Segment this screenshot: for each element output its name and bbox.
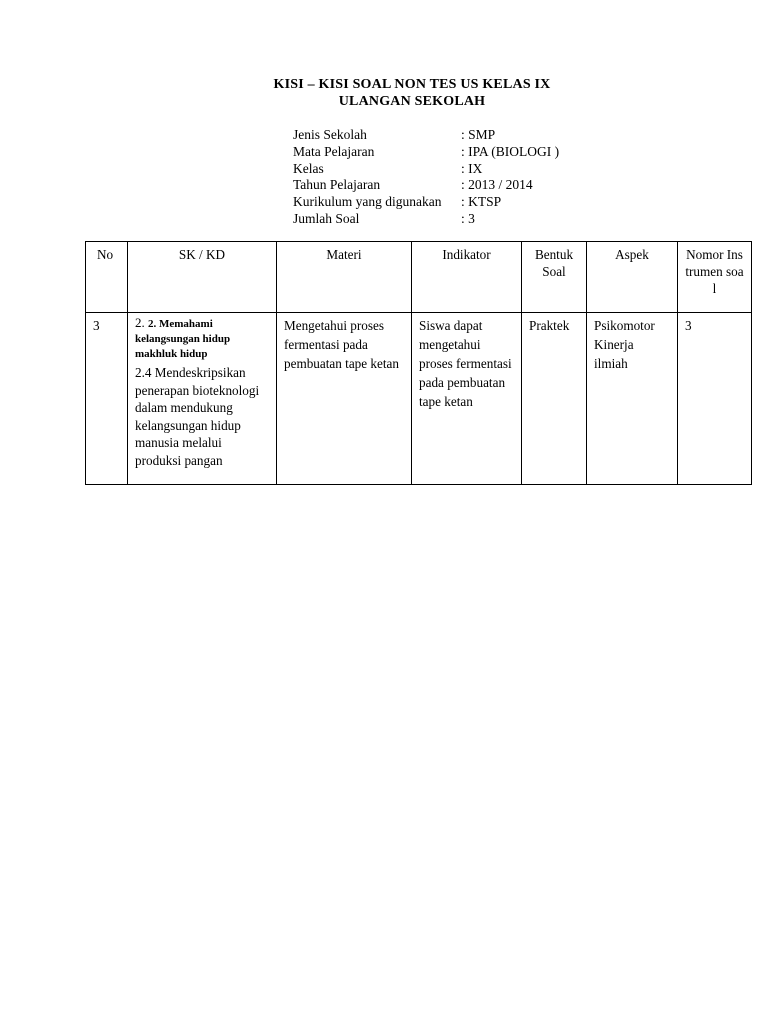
- header-sk-kd: SK / KD: [128, 242, 277, 313]
- table-row: [86, 313, 752, 485]
- header-bentuk-soal: Bentuk Soal: [522, 242, 587, 313]
- info-value: : 2013 / 2014: [461, 177, 533, 193]
- header-aspek: Aspek: [587, 242, 678, 313]
- info-value: : IPA (BIOLOGI ): [461, 143, 560, 159]
- cell-materi: Mengetahui proses fermentasi pada pembuatan tape ketan: [277, 313, 412, 485]
- sk-standard: [135, 316, 269, 361]
- info-label: Tahun Pelajaran: [293, 177, 381, 193]
- header-materi: Materi: [277, 242, 412, 313]
- document-info: [293, 127, 559, 228]
- info-label: Jumlah Soal: [293, 210, 360, 226]
- info-value: : IX: [461, 160, 483, 176]
- sk-number: 2.: [135, 315, 145, 330]
- cell-bentuk-soal: Praktek: [522, 313, 587, 485]
- info-value: : 3: [461, 210, 475, 226]
- info-row-jenis-sekolah: [293, 127, 559, 144]
- info-label: Mata Pelajaran: [293, 143, 375, 159]
- header-no: No: [86, 242, 128, 313]
- document-title: KISI – KISI SOAL NON TES US KELAS IX: [273, 77, 551, 92]
- info-row-tahun-pelajaran: [293, 177, 559, 194]
- header-nomor-instrumen: Nomor Instrumen soal: [678, 242, 752, 313]
- info-label: Kelas: [293, 160, 324, 176]
- info-row-kurikulum: [293, 194, 559, 211]
- kd-text: 2.4 Mendeskripsikan penerapan bioteknologi dalam mendukung kelangsungan hidup manusia melalui produksi pangan: [135, 365, 260, 468]
- info-row-kelas: [293, 161, 559, 178]
- info-row-jumlah-soal: [293, 211, 559, 228]
- info-value: : SMP: [461, 127, 496, 142]
- sk-title: 2. Memahami kelangsungan hidup makhluk hidup: [135, 318, 231, 360]
- document-subtitle: ULANGAN SEKOLAH: [338, 94, 486, 109]
- cell-no: 3: [86, 313, 128, 485]
- info-row-mata-pelajaran: [293, 144, 559, 161]
- kisi-table: [85, 241, 752, 485]
- table-header-row: [86, 242, 752, 313]
- header-indikator: Indikator: [412, 242, 522, 313]
- cell-aspek: Psikomotor Kinerja ilmiah: [587, 313, 678, 485]
- cell-indikator: Siswa dapat mengetahui proses fermentasi pada pembuatan tape ketan: [412, 313, 522, 485]
- cell-sk-kd: [128, 313, 277, 485]
- info-value: : KTSP: [461, 194, 502, 210]
- info-label: Jenis Sekolah: [293, 127, 367, 142]
- info-label: Kurikulum yang digunakan: [293, 194, 442, 210]
- cell-nomor-instrumen: 3: [678, 313, 752, 485]
